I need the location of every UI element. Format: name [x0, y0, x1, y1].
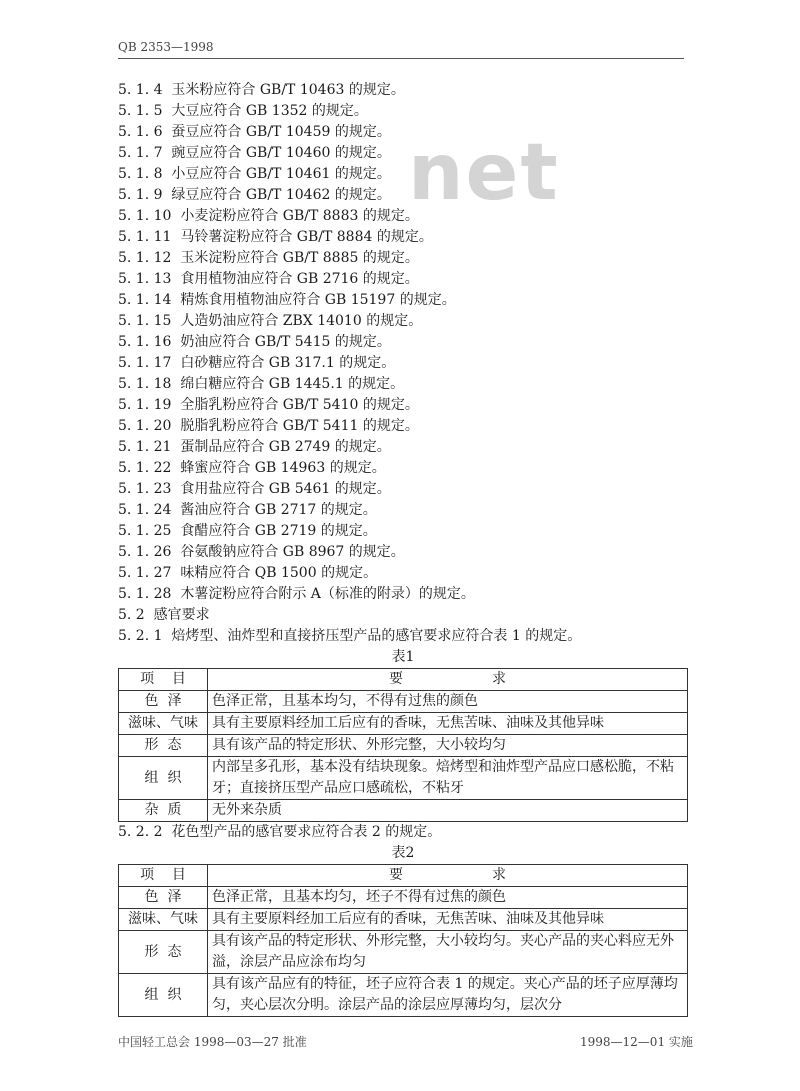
clause-line: 5. 1. 21 蛋制品应符合 GB 2749 的规定。 — [118, 439, 391, 455]
table-row — [119, 757, 688, 800]
page-header — [118, 40, 684, 59]
clause-line: 5. 1. 17 白砂糖应符合 GB 317.1 的规定。 — [118, 355, 396, 371]
table1-caption: 表1 — [391, 649, 415, 665]
row-item-label: 色 泽 — [119, 887, 208, 909]
table-row — [119, 887, 688, 909]
row-requirement-text: 具有该产品的特定形状、外形完整，大小较均匀。夹心产品的夹心料应无外溢，涂层产品应涂布均匀 — [208, 931, 688, 974]
clause-line: 5. 1. 27 味精应符合 QB 1500 的规定。 — [118, 565, 378, 581]
row-item-label: 组 织 — [119, 757, 208, 800]
table1-body — [119, 691, 688, 822]
clause-line: 5. 2. 1 焙烤型、油炸型和直接挤压型产品的感官要求应符合表 1 的规定。 — [118, 628, 582, 644]
table-row — [119, 800, 688, 822]
clause-line: 5. 1. 13 食用植物油应符合 GB 2716 的规定。 — [118, 271, 419, 287]
row-requirement-text: 具有该产品应有的特征，坯子应符合表 1 的规定。夹心产品的坯子应厚薄均匀，夹心层次分明。涂层产品的涂层应厚薄均匀，层次分 — [208, 974, 688, 1017]
clause-line: 5. 1. 6 蚕豆应符合 GB/T 10459 的规定。 — [118, 124, 391, 140]
clause-line: 5. 1. 9 绿豆应符合 GB/T 10462 的规定。 — [118, 187, 391, 203]
table-row — [119, 713, 688, 735]
standard-code: QB 2353—1998 — [118, 40, 214, 54]
table2 — [118, 864, 688, 1017]
clause-line: 5. 1. 22 蜂蜜应符合 GB 14963 的规定。 — [118, 460, 386, 476]
clause-line: 5. 1. 12 玉米淀粉应符合 GB/T 8885 的规定。 — [118, 250, 419, 266]
table2-body — [119, 887, 688, 1017]
clause-line: 5. 1. 28 木薯淀粉应符合附示 A（标准的附录）的规定。 — [118, 586, 475, 602]
table2-header-req: 要 求 — [208, 865, 688, 887]
table-row — [119, 909, 688, 931]
clause-line: 5. 1. 20 脱脂乳粉应符合 GB/T 5411 的规定。 — [118, 418, 419, 434]
row-item-label: 滋味、气味 — [119, 713, 208, 735]
row-requirement-text: 色泽正常，且基本均匀，坯子不得有过焦的颜色 — [208, 887, 688, 909]
table1 — [118, 668, 688, 822]
clause-line: 5. 1. 5 大豆应符合 GB 1352 的规定。 — [118, 103, 368, 119]
approval-date: 中国轻工总会 1998—03—27 批准 — [118, 1035, 307, 1049]
row-requirement-text: 内部呈多孔形，基本没有结块现象。焙烤型和油炸型产品应口感松脆，不粘牙；直接挤压型产品应口感疏松，不粘牙 — [208, 757, 688, 800]
row-requirement-text: 色泽正常，且基本均匀，不得有过焦的颜色 — [208, 691, 688, 713]
row-item-label: 形 态 — [119, 735, 208, 757]
table2-caption: 表2 — [391, 845, 415, 861]
watermark: net — [408, 128, 560, 218]
table-row — [119, 974, 688, 1017]
row-item-label: 杂 质 — [119, 800, 208, 822]
clause-line: 5. 2 感官要求 — [118, 607, 210, 623]
row-requirement-text: 无外来杂质 — [208, 800, 688, 822]
clause-line: 5. 1. 18 绵白糖应符合 GB 1445.1 的规定。 — [118, 376, 405, 392]
clause-line: 5. 1. 24 酱油应符合 GB 2717 的规定。 — [118, 502, 377, 518]
table-row — [119, 691, 688, 713]
row-requirement-text: 具有该产品的特定形状、外形完整，大小较均匀 — [208, 735, 688, 757]
row-item-label: 形 态 — [119, 931, 208, 974]
clause-line: 5. 1. 10 小麦淀粉应符合 GB/T 8883 的规定。 — [118, 208, 419, 224]
row-requirement-text: 具有主要原料经加工后应有的香味，无焦苦味、油味及其他异味 — [208, 713, 688, 735]
table1-header-req: 要 求 — [208, 669, 688, 691]
implementation-date: 1998—12—01 实施 — [580, 1035, 693, 1049]
row-item-label: 色 泽 — [119, 691, 208, 713]
clause-line: 5. 1. 4 玉米粉应符合 GB/T 10463 的规定。 — [118, 82, 405, 98]
clause-line: 5. 1. 11 马铃薯淀粉应符合 GB/T 8884 的规定。 — [118, 229, 433, 245]
clause-line: 5. 1. 7 豌豆应符合 GB/T 10460 的规定。 — [118, 145, 391, 161]
row-item-label: 滋味、气味 — [119, 909, 208, 931]
row-requirement-text: 具有主要原料经加工后应有的香味，无焦苦味、油味及其他异味 — [208, 909, 688, 931]
clause-line: 5. 1. 16 奶油应符合 GB/T 5415 的规定。 — [118, 334, 391, 350]
document-body — [118, 80, 688, 1017]
clause-line: 5. 1. 14 精炼食用植物油应符合 GB 15197 的规定。 — [118, 292, 456, 308]
table2-header-item: 项 目 — [119, 865, 208, 887]
clause-5-2-2: 5. 2. 2 花色型产品的感官要求应符合表 2 的规定。 — [118, 824, 442, 840]
table-row — [119, 931, 688, 974]
row-item-label: 组 织 — [119, 974, 208, 1017]
clause-list — [118, 80, 688, 647]
clause-line: 5. 1. 26 谷氨酸钠应符合 GB 8967 的规定。 — [118, 544, 405, 560]
table1-header-item: 项 目 — [119, 669, 208, 691]
table-row — [119, 735, 688, 757]
clause-line: 5. 1. 15 人造奶油应符合 ZBX 14010 的规定。 — [118, 313, 423, 329]
clause-line: 5. 1. 8 小豆应符合 GB/T 10461 的规定。 — [118, 166, 391, 182]
clause-line: 5. 1. 25 食醋应符合 GB 2719 的规定。 — [118, 523, 377, 539]
clause-line: 5. 1. 23 食用盐应符合 GB 5461 的规定。 — [118, 481, 391, 497]
clause-line: 5. 1. 19 全脂乳粉应符合 GB/T 5410 的规定。 — [118, 397, 419, 413]
